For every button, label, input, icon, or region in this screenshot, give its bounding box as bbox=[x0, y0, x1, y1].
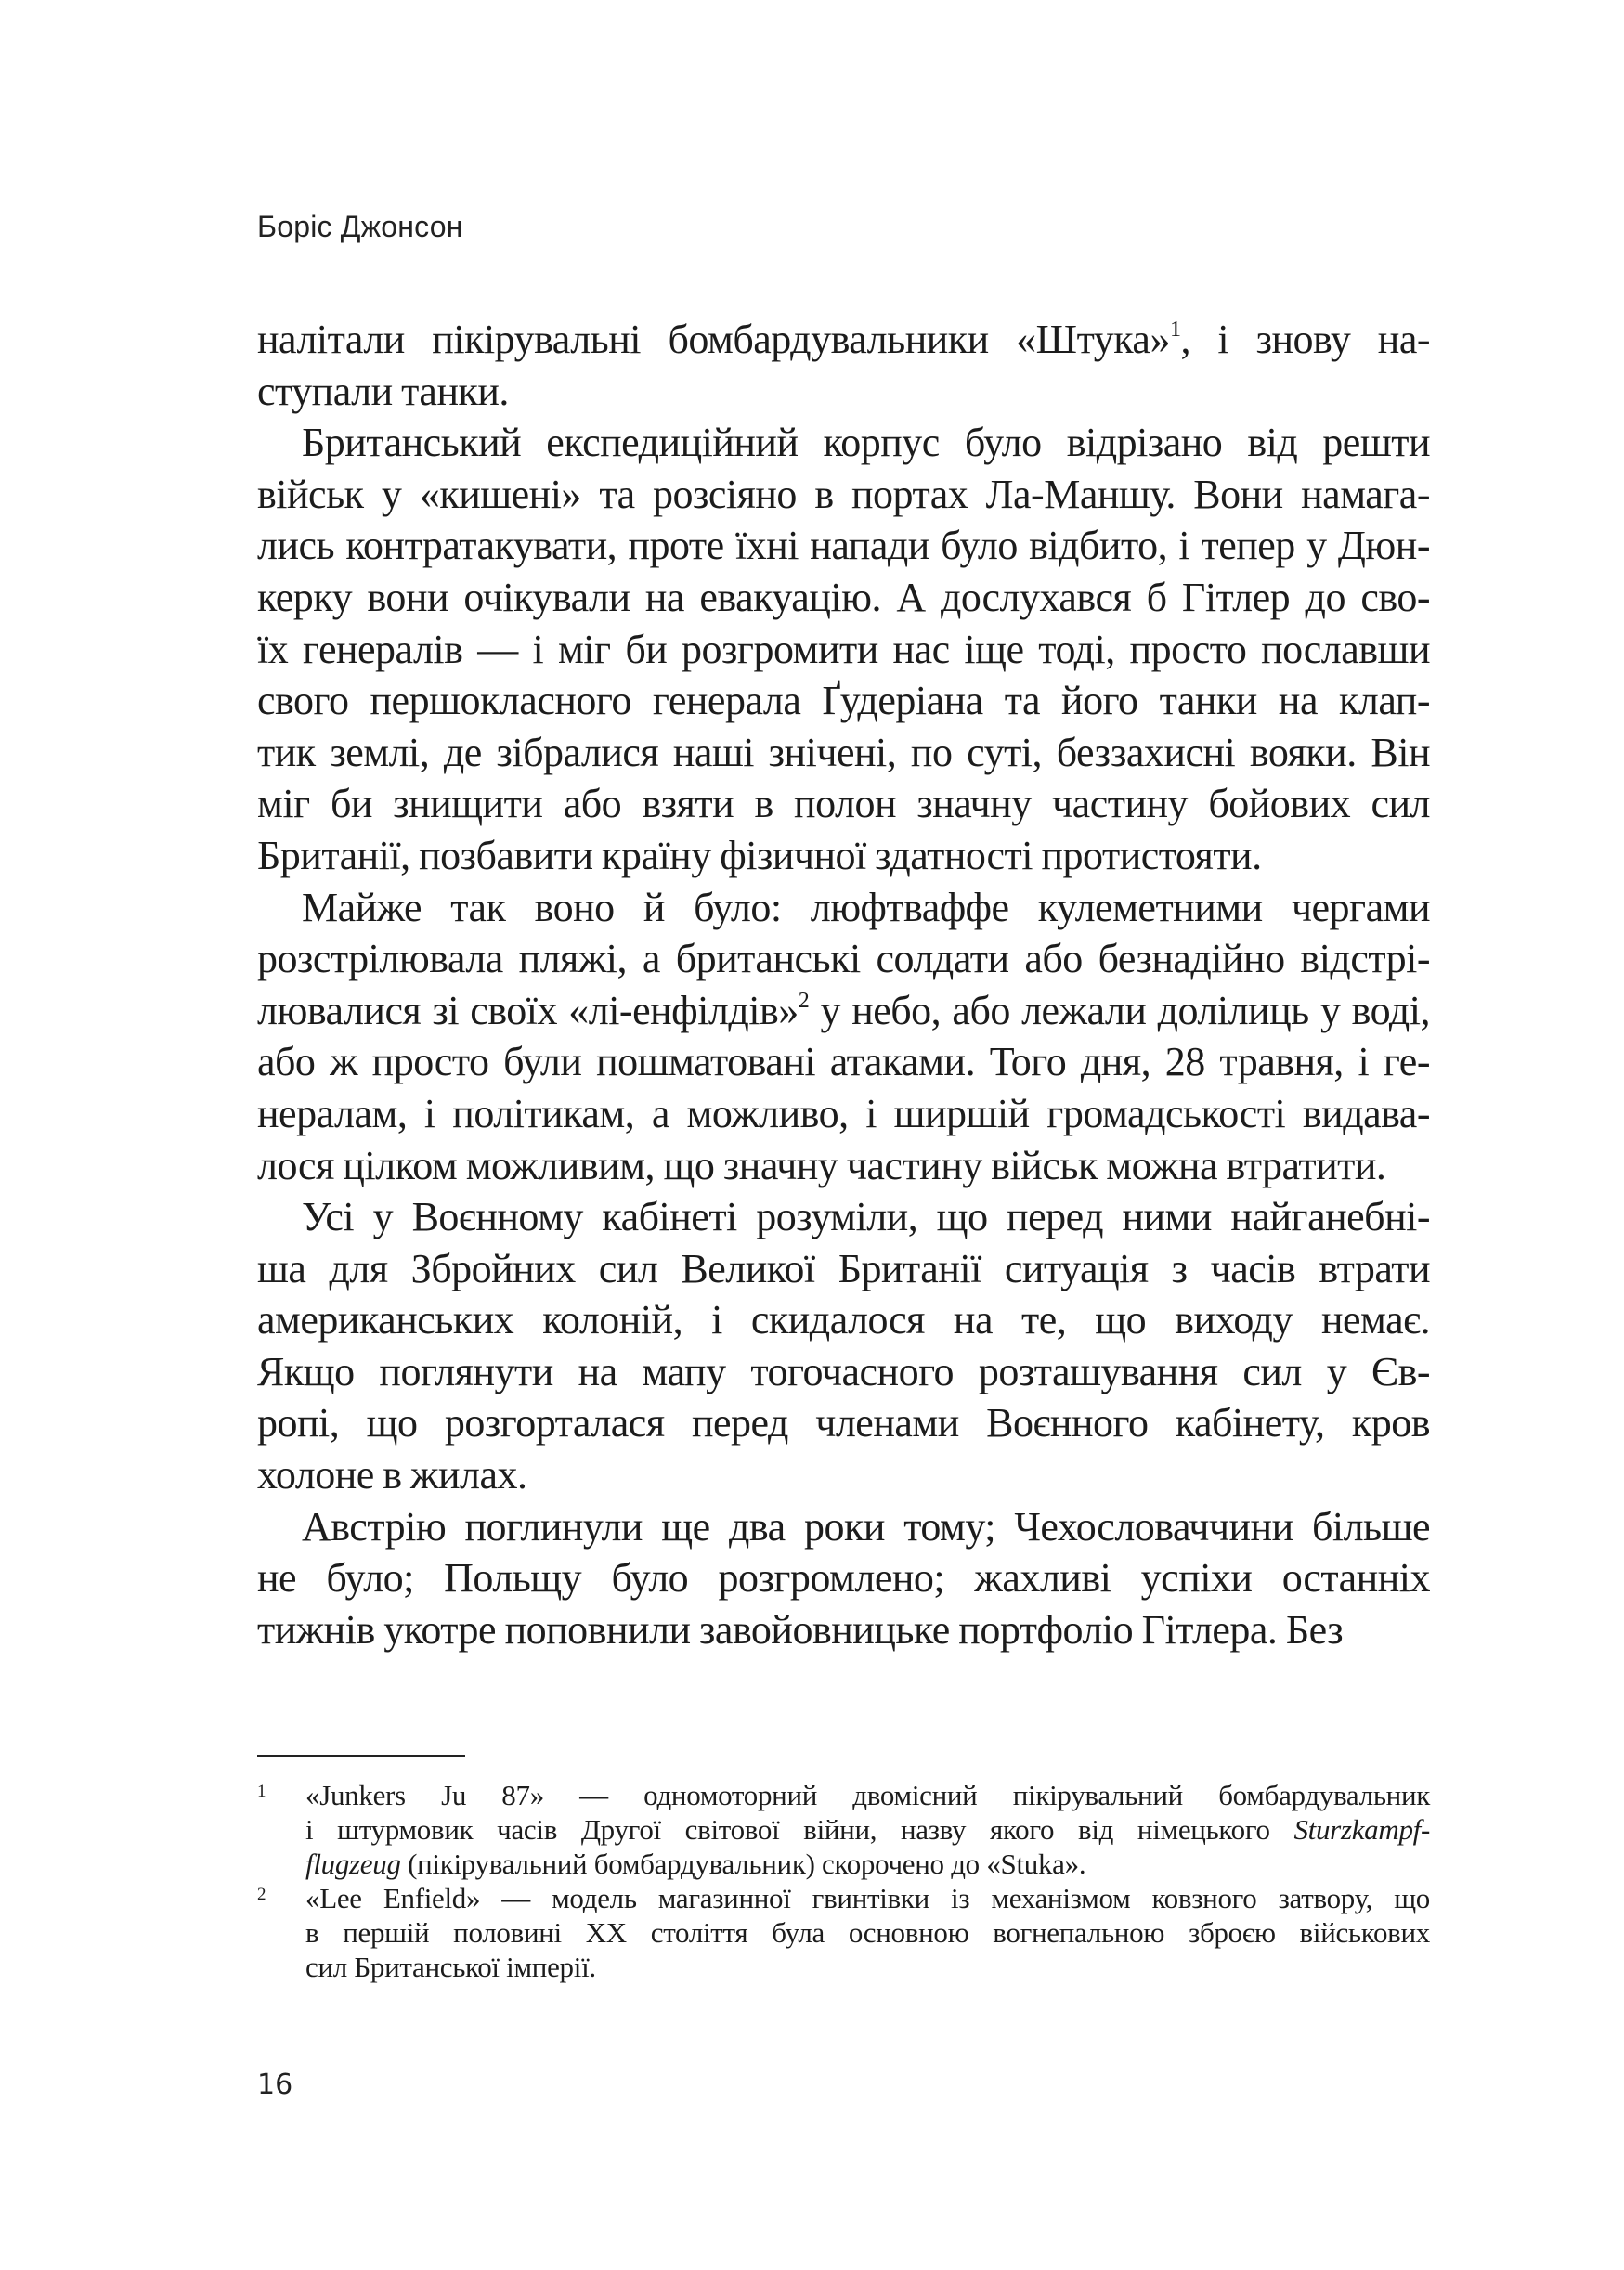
text-line: їх генералів — і міг би розгромити нас іще тоді, просто пославши bbox=[257, 626, 1430, 672]
text-line: Майже так воно й було: люфтваффе кулеметними чергами bbox=[302, 884, 1430, 930]
page-number: 16 bbox=[257, 2069, 293, 2101]
text-line: Австрію поглинули ще два роки тому; Чехословаччини більше bbox=[302, 1503, 1430, 1550]
text-line: тик землі, де зібралися наші знічені, по суті, беззахисні вояки. Він bbox=[257, 729, 1430, 775]
text-line: нералам, і політикам, а можливо, і ширшій громадськості видава- bbox=[257, 1090, 1430, 1136]
footnote-separator bbox=[257, 1755, 465, 1757]
text-line: налітали пікірувальні бомбардувальники «Штука»$^1$, і знову на- bbox=[257, 317, 1431, 362]
footnote-number: 1 bbox=[257, 1782, 266, 1801]
footnotes bbox=[257, 1778, 1430, 1984]
footnote-line: сил Британської імперії. bbox=[305, 1951, 596, 1983]
footnote-line: і штурмовик часів Другої світової війни, назву якого від німецького Sturzkampf- bbox=[305, 1813, 1430, 1846]
text-line: лювалися зі своїх «лі-енфілдів»$^2$ у небо, або лежали долілиць у воді, bbox=[257, 987, 1430, 1033]
footnote-line: в першій половині XX століття була основною вогнепальною зброєю військових bbox=[305, 1916, 1430, 1949]
footnote-line: «Lee Enfield» — модель магазинної гвинтівки із механізмом ковзного затвору, що bbox=[305, 1882, 1430, 1914]
text-line: лося цілком можливим, що значну частину військ можна втратити. bbox=[257, 1142, 1386, 1188]
text-line: американських колоній, і скидалося на те, що виходу немає. bbox=[257, 1297, 1430, 1343]
body-text bbox=[257, 314, 1430, 1655]
text-line: керку вони очікували на евакуацію. А дослухався б Гітлер до сво- bbox=[257, 574, 1430, 620]
text-line: ступали танки. bbox=[257, 368, 509, 414]
text-line: холоне в жилах. bbox=[257, 1452, 527, 1498]
footnote-line: flugzeug (пікірувальний бомбардувальник) скорочено до «Stuka». bbox=[305, 1848, 1086, 1880]
text-line: Якщо поглянути на мапу тогочасного розташування сил у Єв- bbox=[257, 1348, 1430, 1394]
text-line: не було; Польщу було розгромлено; жахливі успіхи останніх bbox=[257, 1555, 1430, 1602]
paragraph bbox=[257, 1501, 1430, 1656]
running-head-author: Боріс Джонсон bbox=[257, 210, 463, 243]
italic-term: flugzeug bbox=[305, 1848, 401, 1880]
paragraph bbox=[257, 882, 1430, 1192]
text-line: Усі у Воєнному кабінеті розуміли, що перед ними найганебні- bbox=[302, 1194, 1430, 1240]
text-line: ропі, що розгорталася перед членами Воєнного кабінету, кров bbox=[257, 1400, 1430, 1446]
footnote bbox=[257, 1881, 1430, 1984]
text-line: Британський експедиційний корпус було відрізано від решти bbox=[302, 420, 1430, 466]
paragraph bbox=[257, 417, 1430, 881]
text-line: або ж просто були пошматовані атаками. Того дня, 28 травня, і ге- bbox=[257, 1039, 1430, 1085]
text-line: міг би знищити або взяти в полон значну частину бойових сил bbox=[257, 781, 1430, 827]
italic-term: Sturzkampf- bbox=[1293, 1813, 1430, 1846]
text-line: розстрілювала пляжі, а британські солдати або безнадійно відстрі- bbox=[257, 936, 1430, 982]
text-line: свого першокласного генерала Ґудеріана та його танки на клап- bbox=[257, 678, 1430, 724]
paragraph bbox=[257, 314, 1430, 417]
footnote-number: 2 bbox=[257, 1885, 266, 1904]
paragraph bbox=[257, 1191, 1430, 1501]
text-line: військ у «кишені» та розсіяно в портах Ла-Маншу. Вони намага- bbox=[257, 471, 1430, 517]
text-line: Британії, позбавити країну фізичної здатності протистояти. bbox=[257, 832, 1262, 878]
footnote-reference[interactable]: 1 bbox=[1169, 318, 1181, 342]
text-line: ша для Збройних сил Великої Британії ситуація з часів втрати bbox=[257, 1245, 1430, 1291]
footnote-reference[interactable]: 2 bbox=[798, 988, 810, 1013]
text-line: тижнів укотре поповнили завойовницьке портфоліо Гітлера. Без bbox=[257, 1606, 1344, 1653]
footnote bbox=[257, 1778, 1430, 1881]
text-line: лись контратакувати, проте їхні напади було відбито, і тепер у Дюн- bbox=[257, 523, 1430, 569]
footnote-line: «Junkers Ju 87» — одномоторний двомісний пікірувальний бомбардувальник bbox=[305, 1779, 1430, 1811]
